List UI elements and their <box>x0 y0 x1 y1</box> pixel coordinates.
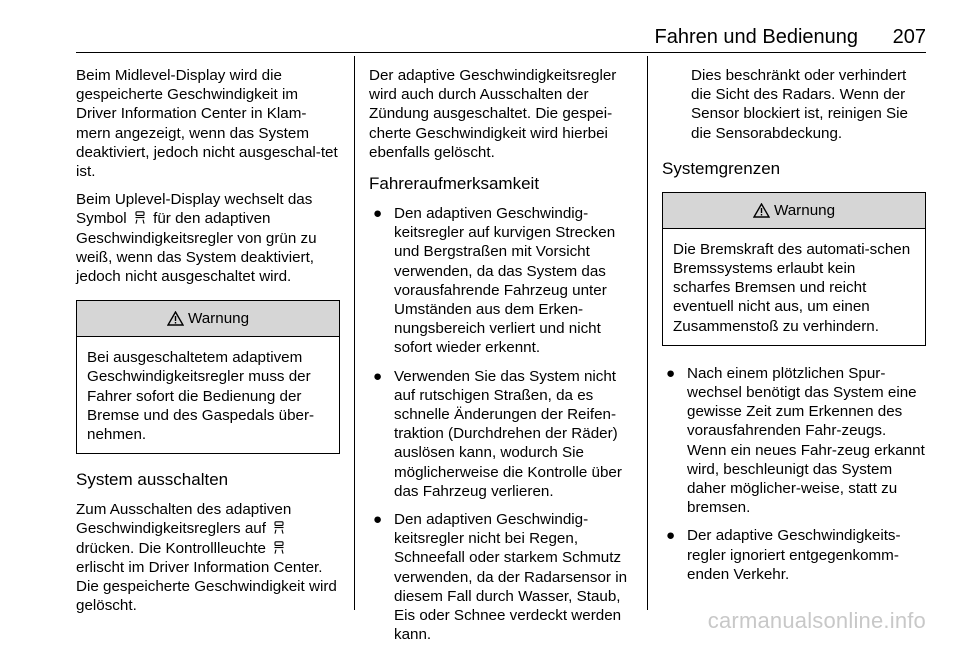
list-item <box>369 204 633 358</box>
warning-text: Bei ausgeschaltetem adaptivem Geschwindigkeitsregler muss der Fahrer sofort die Bedienung der Bremse und des Gaspedals über-nehmen. <box>87 349 315 444</box>
text-segment: Beim Uplevel-Display wechselt das Symbol <box>76 191 313 228</box>
list-item <box>662 526 926 584</box>
paragraph-uplevel-display <box>76 190 340 286</box>
text-segment: Zum Ausschalten des adaptiven Geschwindigkeitsreglers auf <box>76 501 292 538</box>
adaptive-cruise-control-icon <box>272 541 286 554</box>
heading-system-limits: Systemgrenzen <box>662 158 781 178</box>
column-3 <box>662 66 926 593</box>
header-divider <box>76 52 926 53</box>
column-1 <box>76 66 340 624</box>
warning-triangle-icon <box>167 311 184 326</box>
warning-title: Warnung <box>773 201 836 219</box>
section-title: Fahren und Bedienung <box>654 26 858 48</box>
limits-list <box>662 364 926 584</box>
bullet-marker: ● <box>666 527 676 545</box>
warning-header <box>77 301 339 337</box>
warning-title: Warnung <box>187 310 250 328</box>
bullet-marker: ● <box>373 205 383 223</box>
text-segment: drücken. Die Kontrollleuchte <box>76 539 266 557</box>
attention-list <box>369 204 633 644</box>
warning-header <box>663 193 925 229</box>
warning-box <box>662 192 926 346</box>
list-item <box>369 367 633 501</box>
column-2 <box>369 66 633 653</box>
warning-text: Die Bremskraft des automati-schen Bremssystems erlaubt kein scharfes Bremsen und reicht eventuell nicht aus, um einen Zusammenstoß zu verhindern. <box>673 240 911 335</box>
warning-box <box>76 300 340 454</box>
list-item-text: Den adaptiven Geschwindig-keitsregler auf kurvigen Strecken und Bergstraßen mit Vorsicht verwenden, da das System das vorausfahrende Fahrzeug unter Umständen aus dem Erken-nungsbereich verliert und nicht sofort wieder erkennt. <box>394 205 616 357</box>
list-item <box>369 510 633 644</box>
watermark: carmanualsonline.info <box>707 608 926 633</box>
list-item <box>662 364 926 518</box>
heading-driver-attention: Fahreraufmerksamkeit <box>369 174 540 194</box>
bullet-marker: ● <box>373 367 383 385</box>
list-item-text: Nach einem plötzlichen Spur-wechsel benötigt das System eine gewisse Zeit zum Erkennen des vorausfahrenden Fahr-zeugs. Wenn ein neues Fahr-zeug erkannt wird, beschleunigt das System daher möglicher-weise, statt zu bremsen. <box>687 364 925 517</box>
text-segment: für den adaptiven Geschwindigkeitsregler von grün zu weiß, wenn das System deaktiviert, jedoch nicht ausgeschaltet wird. <box>76 210 317 286</box>
bullet-marker: ● <box>373 511 383 529</box>
list-item-text: Verwenden Sie das System nicht auf rutschigen Straßen, da es schnelle Änderungen der Reifen-traktion (Durchdrehen der Räder) auslösen kann, wodurch Sie möglicherweise die Kontrolle über das Fahrzeug verlieren. <box>394 367 622 500</box>
paragraph-midlevel-display: Beim Midlevel-Display wird die gespeicherte Geschwindigkeit im Driver Information Center in Klam-mern angezeigt, wenn das System deaktiviert, jedoch nicht ausgeschal-tet ist. <box>76 67 338 181</box>
list-item-text: Der adaptive Geschwindigkeits-regler ignoriert entgegenkomm-enden Verkehr. <box>687 527 901 583</box>
adaptive-cruise-control-icon <box>133 211 147 224</box>
column-divider-1 <box>354 56 355 610</box>
page-header <box>630 26 926 52</box>
bullet-marker: ● <box>666 364 676 382</box>
column-divider-2 <box>647 56 648 610</box>
list-item-text: Den adaptiven Geschwindig-keitsregler nicht bei Regen, Schneefall oder starkem Schmutz verwenden, da der Radarsensor in diesem Fall durch Wasser, Staub, Eis oder Schnee verdeckt werden kann. <box>394 511 628 644</box>
page-number: 207 <box>892 26 926 48</box>
heading-system-off: System ausschalten <box>76 470 229 490</box>
paragraph-ignition-off: Der adaptive Geschwindigkeitsregler wird auch durch Ausschalten der Zündung ausgeschaltet. Die gespei-cherte Geschwindigkeit wird hierbei ebenfalls gelöscht. <box>369 67 617 161</box>
warning-triangle-icon <box>753 203 770 218</box>
text-segment: erlischt im Driver Information Center. Die gespeicherte Geschwindigkeit wird gelöscht. <box>76 558 337 615</box>
adaptive-cruise-control-icon <box>272 521 286 534</box>
paragraph-continuation: Dies beschränkt oder verhindert die Sicht des Radars. Wenn der Sensor blockiert ist, reinigen Sie die Sensorabdeckung. <box>691 67 908 142</box>
paragraph-system-off <box>76 500 340 615</box>
